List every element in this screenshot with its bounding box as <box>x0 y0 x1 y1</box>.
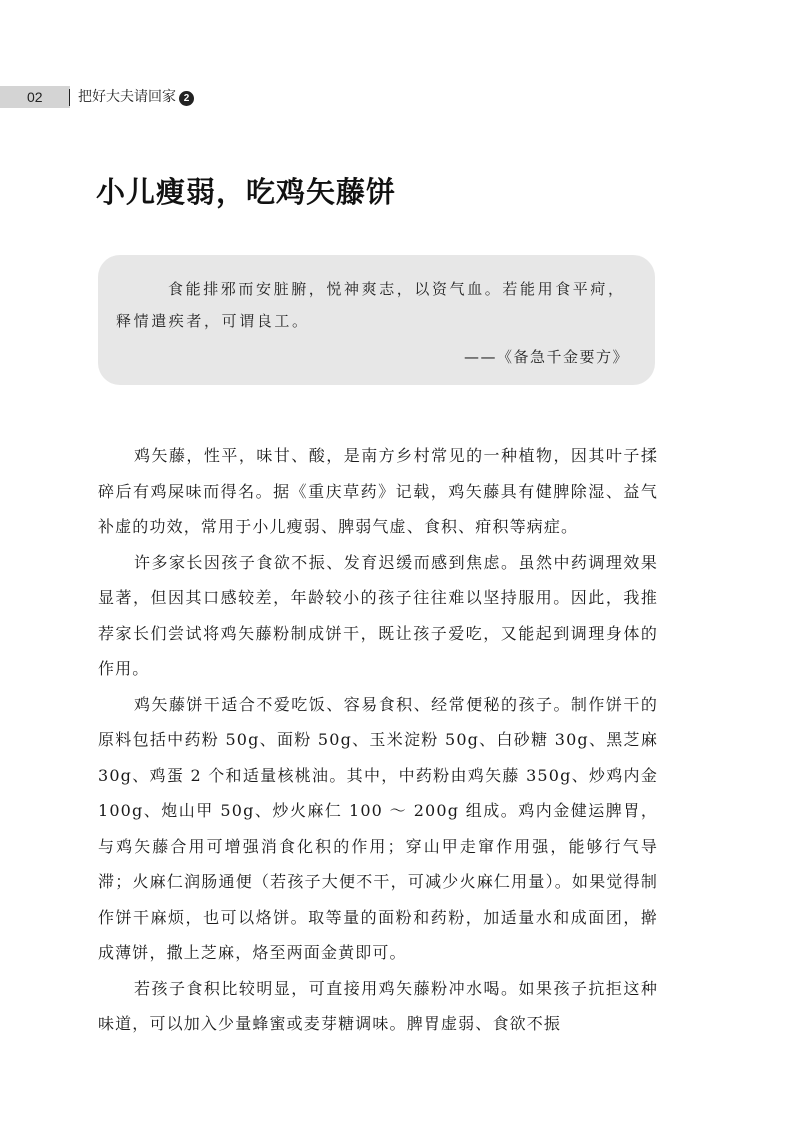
running-header <box>78 88 194 106</box>
article-title: 小儿瘦弱，吃鸡矢藤饼 <box>96 175 397 209</box>
quote-source: ——《备急千金要方》 <box>463 348 629 366</box>
header-divider <box>69 89 70 106</box>
paragraph-2: 许多家长因孩子食欲不振、发育迟缓而感到焦虑。虽然中药调理效果显著，但因其口感较差，年龄较小的孩子往往难以坚持服用。因此，我推荐家长们尝试将鸡矢藤粉制成饼干，既让孩子爱吃，又能起到调理身体的作用。 <box>98 552 658 678</box>
article-body <box>98 438 658 1042</box>
volume-badge: 2 <box>179 91 194 106</box>
paragraph-1: 鸡矢藤，性平，味甘、酸，是南方乡村常见的一种植物，因其叶子揉碎后有鸡屎味而得名。据《重庆草药》记载，鸡矢藤具有健脾除湿、益气补虚的功效，常用于小儿瘦弱、脾弱气虚、食积、疳积等病症。 <box>98 446 658 536</box>
quote-box <box>98 255 655 385</box>
book-title: 把好大夫请回家 <box>78 89 176 105</box>
page-number: 02 <box>27 89 43 105</box>
paragraph-3: 鸡矢藤饼干适合不爱吃饭、容易食积、经常便秘的孩子。制作饼干的原料包括中药粉 50g、面粉 50g、玉米淀粉 50g、白砂糖 30g、黑芝麻 30g、鸡蛋 2 个和适量核桃油。其中，中药粉由鸡矢藤 350g、炒鸡内金 100g、炮山甲 50g、炒火麻仁 100 ～ 200g 组成。鸡内金健运脾胃，与鸡矢藤合用可增强消食化积的作用；穿山甲走窜作用强，能够行气导滞；火麻仁润肠通便（若孩子大便不干，可减少火麻仁用量）。如果觉得制作饼干麻烦，也可以烙饼。取等量的面粉和药粉，加适量水和成面团，擀成薄饼，撒上芝麻，烙至两面金黄即可。 <box>98 694 658 962</box>
paragraph-4: 若孩子食积比较明显，可直接用鸡矢藤粉冲水喝。如果孩子抗拒这种味道，可以加入少量蜂蜜或麦芽糖调味。脾胃虚弱、食欲不振 <box>98 978 658 1033</box>
quote-text: 食能排邪而安脏腑，悦神爽志，以资气血。若能用食平疴，释情遣疾者，可谓良工。 <box>116 280 626 330</box>
